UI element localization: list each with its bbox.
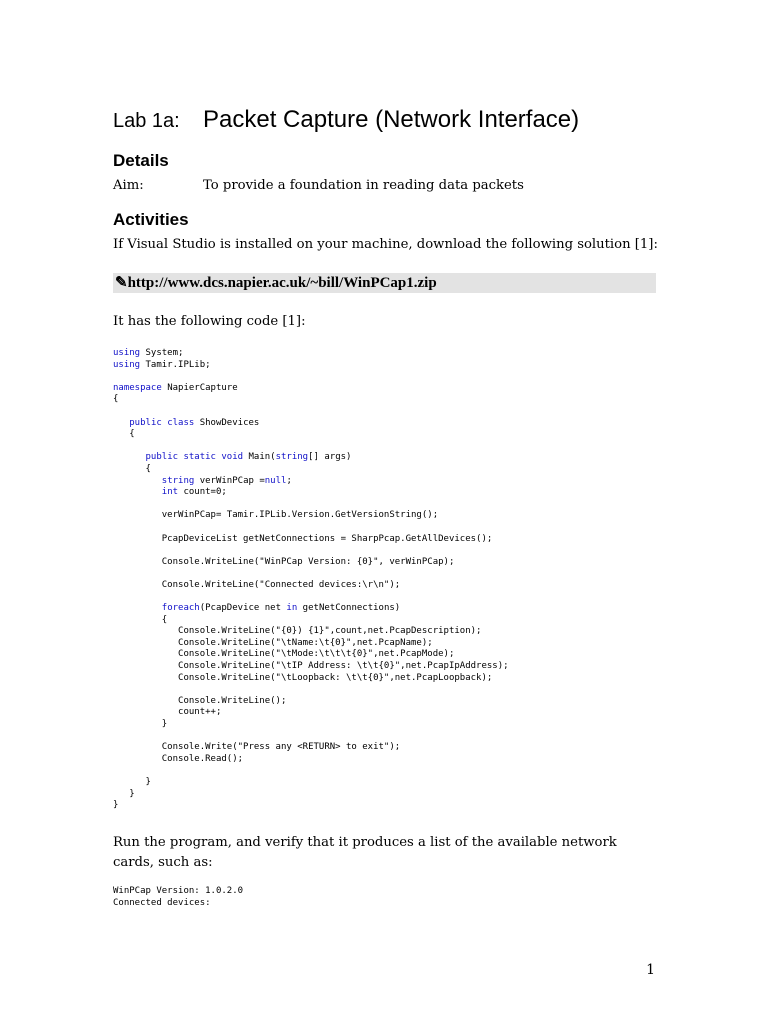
- code-keyword: in: [286, 603, 298, 614]
- code-text: ;: [286, 475, 292, 486]
- code-keyword: public: [129, 417, 162, 428]
- code-text: {: [113, 429, 135, 440]
- code-line: [113, 661, 509, 673]
- output-line: WinPCap Version: 1.0.2.0: [113, 886, 244, 896]
- code-text: {: [113, 394, 119, 405]
- code-line: [113, 800, 509, 812]
- code-text: [113, 418, 129, 428]
- code-line: [113, 522, 509, 534]
- code-line: [113, 731, 509, 743]
- code-line: [113, 510, 509, 522]
- code-line: [113, 418, 509, 430]
- code-keyword: class: [167, 417, 195, 428]
- code-text: }: [113, 800, 119, 811]
- code-keyword: string: [275, 452, 309, 463]
- code-line: [113, 638, 509, 650]
- code-line: [113, 649, 509, 661]
- code-line: [113, 371, 509, 383]
- aim-label: Aim:: [113, 178, 144, 193]
- code-text: getNetConnections): [297, 603, 401, 614]
- code-text: count=0;: [178, 487, 227, 498]
- code-text: }: [113, 719, 168, 729]
- code-text: Tamir.IPLib;: [140, 359, 211, 370]
- code-text: PcapDeviceList getNetConnections = SharpPcap.GetAllDevices();: [113, 533, 493, 544]
- code-text: }: [113, 788, 135, 799]
- code-line: [113, 383, 509, 395]
- code-text: [113, 476, 162, 486]
- code-keyword: using: [113, 348, 141, 358]
- code-keyword: null: [264, 475, 287, 486]
- code-line: [113, 603, 509, 615]
- code-line: [113, 534, 509, 546]
- code-keyword: using: [113, 359, 141, 370]
- code-line: [113, 684, 509, 696]
- code-keyword: int: [161, 487, 179, 498]
- code-text: {: [113, 463, 151, 474]
- code-text: Console.Write("Press any <RETURN> to exit");: [113, 742, 401, 753]
- code-keyword: void: [221, 452, 244, 463]
- code-line: [113, 441, 509, 453]
- code-line: [113, 719, 509, 731]
- code-line: [113, 394, 509, 406]
- code-text: Console.WriteLine("\tIP Address: \t\t{0}",net.PcapIpAddress);: [113, 661, 509, 672]
- code-line: [113, 591, 509, 603]
- page-title: Packet Capture (Network Interface): [203, 106, 580, 133]
- code-text: [] args): [308, 452, 352, 463]
- code-line: [113, 580, 509, 592]
- code-intro: It has the following code [1]:: [113, 314, 306, 329]
- code-keyword: foreach: [161, 603, 200, 614]
- code-text: System;: [140, 348, 184, 358]
- output-line: Connected devices:: [113, 898, 211, 908]
- code-text: NapierCapture: [161, 382, 238, 393]
- code-line: [113, 742, 509, 754]
- code-line: [113, 557, 509, 569]
- code-line: [113, 754, 509, 766]
- code-line: [113, 545, 509, 557]
- code-text: {: [113, 614, 168, 625]
- aim-text: To provide a foundation in reading data packets: [203, 178, 524, 193]
- code-line: [113, 626, 509, 638]
- code-keyword: public: [145, 452, 179, 463]
- code-line: [113, 777, 509, 789]
- code-text: ShowDevices: [194, 417, 260, 428]
- code-line: [113, 765, 509, 777]
- code-text: Console.Read();: [113, 753, 244, 764]
- code-text: [113, 603, 162, 613]
- activities-heading: Activities: [113, 210, 189, 229]
- code-line: [113, 568, 509, 580]
- link-pointer-icon: ✎: [115, 275, 128, 291]
- code-text: }: [113, 776, 151, 787]
- code-text: verWinPCap= Tamir.IPLib.Version.GetVersionString();: [113, 510, 439, 521]
- code-line: [113, 452, 509, 464]
- activities-intro: If Visual Studio is installed on your machine, download the following solution [1]:: [113, 237, 658, 252]
- code-text: verWinPCap =: [194, 475, 265, 486]
- code-line: [113, 348, 509, 360]
- details-heading: Details: [113, 151, 169, 170]
- code-text: [113, 452, 146, 462]
- code-keyword: static: [183, 452, 216, 463]
- code-line: [113, 360, 509, 372]
- code-keyword: namespace: [113, 382, 162, 393]
- code-line: [113, 673, 509, 685]
- code-line: [113, 696, 509, 708]
- code-text: Console.WriteLine();: [113, 695, 287, 706]
- code-text: count++;: [113, 707, 222, 718]
- code-line: [113, 487, 509, 499]
- code-keyword: string: [161, 475, 195, 486]
- code-line: [113, 707, 509, 719]
- lab-number: Lab 1a:: [113, 110, 180, 132]
- code-line: [113, 464, 509, 476]
- code-text: Console.WriteLine("{0}) {1}",count,net.PcapDescription);: [113, 626, 482, 637]
- code-line: [113, 499, 509, 511]
- code-text: Console.WriteLine("\tName:\t{0}",net.PcapName);: [113, 637, 433, 648]
- code-line: [113, 406, 509, 418]
- code-text: Console.WriteLine("WinPCap Version: {0}", verWinPCap);: [113, 556, 455, 567]
- download-link[interactable]: [113, 273, 656, 293]
- code-text: Console.WriteLine("Connected devices:\r\n");: [113, 579, 401, 590]
- code-text: Console.WriteLine("\tLoopback: \t\t{0}",net.PcapLoopback);: [113, 672, 493, 683]
- page-number: 1: [646, 962, 655, 978]
- console-output: [113, 885, 243, 909]
- code-text: Main(: [243, 452, 276, 463]
- code-line: [113, 476, 509, 488]
- code-text: [113, 487, 162, 497]
- code-text: (PcapDevice net: [199, 603, 287, 614]
- code-text: Console.WriteLine("\tMode:\t\t\t{0}",net.PcapMode);: [113, 649, 455, 660]
- code-line: [113, 429, 509, 441]
- code-line: [113, 615, 509, 627]
- code-line: [113, 789, 509, 801]
- run-instructions: Run the program, and verify that it produces a list of the available network cards, such as:: [113, 835, 617, 870]
- code-listing: [113, 348, 509, 812]
- download-link-text[interactable]: http://www.dcs.napier.ac.uk/~bill/WinPCap1.zip: [127, 275, 437, 291]
